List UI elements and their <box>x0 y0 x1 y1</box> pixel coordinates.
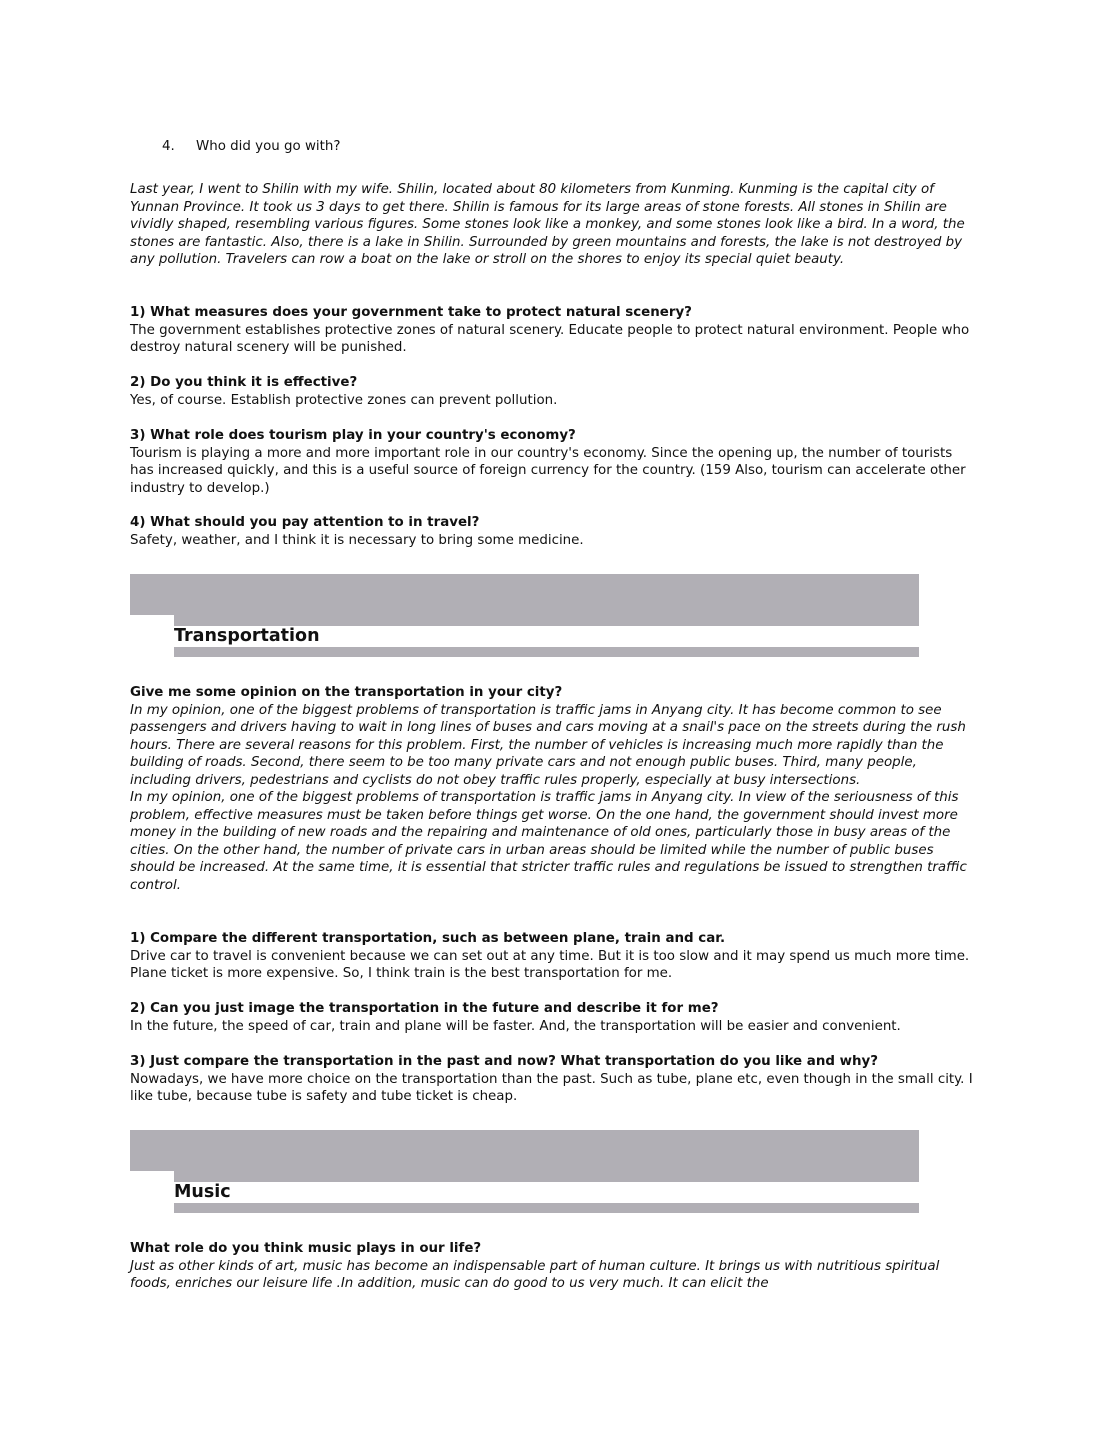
banner-bar-bottom <box>174 647 919 657</box>
question: 4) What should you pay attention to in travel? <box>130 515 480 530</box>
banner-bar-bottom <box>174 1203 919 1213</box>
section-banner-transportation <box>130 574 919 659</box>
question: 1) Compare the different transportation, such as between plane, train and car. <box>130 931 726 946</box>
section-heading: Music <box>174 1182 231 1202</box>
answer: In my opinion, one of the biggest problems of transportation is traffic jams in Anyang city. It has become common to see passengers and drivers having to wait in long lines of buses and cars moving at a snail's pace on the streets during the rush hours. There are several reasons for this problem. First, the number of vehicles is increasing much more rapidly than the building of roads. Second, there seem to be too many private cars and not enough public buses. Third, many people, including drivers, pedestrians and cyclists do not obey traffic rules properly, especially at busy intersections. <box>130 702 966 788</box>
banner-cutout <box>130 615 174 626</box>
question: 3) Just compare the transportation in the past and now? What transportation do you like and why? <box>130 1054 879 1069</box>
section-banner-music <box>130 1130 919 1215</box>
answer: In my opinion, one of the biggest problems of transportation is traffic jams in Anyang city. In view of the seriousness of this problem, effective measures must be taken before things get worse. On the one hand, the government should invest more money in the building of new roads and the repairing and maintenance of old ones, particularly those in busy areas of the cities. On the other hand, the number of private cars in urban areas should be limited while the number of public buses should be increased. At the same time, it is essential that stricter traffic rules and regulations be issued to strengthen traffic control. <box>130 790 967 893</box>
question: Give me some opinion on the transportation in your city? <box>130 685 563 700</box>
travel-qa-4 <box>130 514 975 549</box>
answer: Safety, weather, and I think it is necessary to bring some medicine. <box>130 532 584 548</box>
question: What role do you think music plays in our life? <box>130 1241 482 1256</box>
travel-qa-1 <box>130 304 975 357</box>
answer: Drive car to travel is convenient because we can set out at any time. But it is too slow and it may spend us much more time. Plane ticket is more expensive. So, I think train is the best transportation for me. <box>130 948 970 981</box>
answer: Tourism is playing a more and more important role in our country's economy. Since the opening up, the number of tourists has increased quickly, and this is a useful source of foreign currency for the country. (159 Also, tourism can accelerate other industry to develop.) <box>130 445 966 496</box>
banner-cutout <box>130 1171 174 1182</box>
question: 3) What role does tourism play in your country's economy? <box>130 428 576 443</box>
transport-qa-1 <box>130 930 975 983</box>
answer: Yes, of course. Establish protective zones can prevent pollution. <box>130 392 558 408</box>
transportation-opinion <box>130 684 975 894</box>
banner-bar-top <box>130 574 919 626</box>
transport-qa-2 <box>130 1000 975 1035</box>
list-item-text: Who did you go with? <box>196 139 341 154</box>
answer: Just as other kinds of art, music has become an indispensable part of human culture. It brings us with nutritious spiritual foods, enriches our leisure life .In addition, music can do good to us very much. It can elicit the <box>130 1258 940 1291</box>
list-number: 4. <box>162 139 175 154</box>
question: 2) Can you just image the transportation in the future and describe it for me? <box>130 1001 719 1016</box>
numbered-list-item <box>162 138 340 156</box>
question: 2) Do you think it is effective? <box>130 375 358 390</box>
answer: The government establishes protective zones of natural scenery. Educate people to protect natural environment. People who destroy natural scenery will be punished. <box>130 322 970 355</box>
travel-qa-2 <box>130 374 975 409</box>
question: 1) What measures does your government take to protect natural scenery? <box>130 305 692 320</box>
banner-bar-top <box>130 1130 919 1182</box>
answer: Nowadays, we have more choice on the transportation than the past. Such as tube, plane etc, even though in the small city. I like tube, because tube is safety and tube ticket is cheap. <box>130 1071 973 1104</box>
shilin-paragraph: Last year, I went to Shilin with my wife. Shilin, located about 80 kilometers from Kunming. Kunming is the capital city of Yunnan Province. It took us 3 days to get there. Shilin is famous for its large areas of stone forests. All stones in Shilin are vividly shaped, resembling various figures. Some stones look like a monkey, and some stones look like a bird. In a word, the stones are fantastic. Also, there is a lake in Shilin. Surrounded by green mountains and forests, the lake is not destroyed by any pollution. Travelers can row a boat on the lake or stroll on the shores to enjoy its special quiet beauty. <box>130 182 965 267</box>
travel-qa-3 <box>130 427 975 497</box>
section-heading: Transportation <box>174 626 320 646</box>
music-opinion <box>130 1240 975 1293</box>
answer: In the future, the speed of car, train and plane will be faster. And, the transportation will be easier and convenient. <box>130 1018 901 1034</box>
transport-qa-3 <box>130 1053 975 1106</box>
